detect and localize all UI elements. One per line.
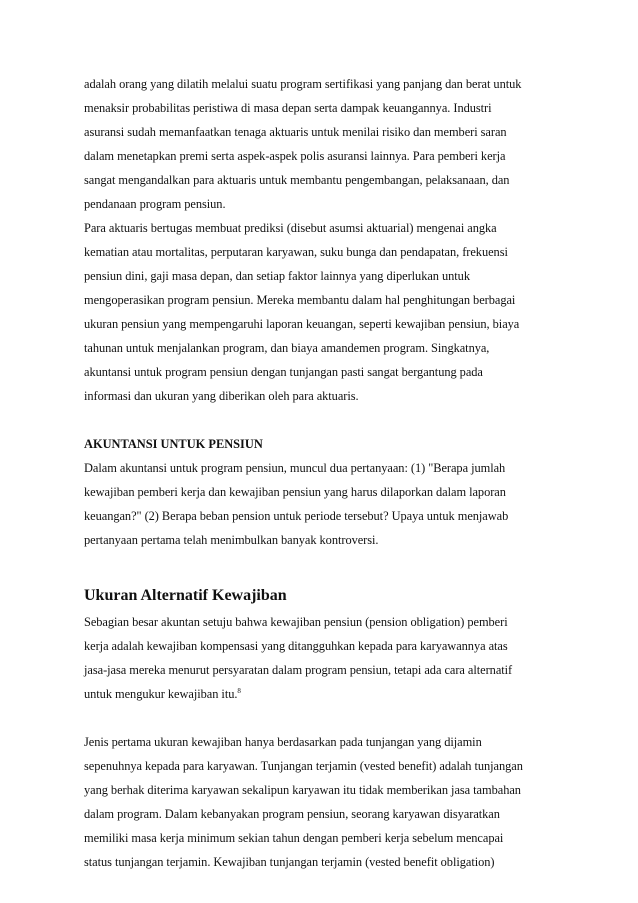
text-line: dalam program. Dalam kebanyakan program pensiun, seorang karyawan disyaratkan xyxy=(84,807,500,821)
text-line: tahunan untuk menjalankan program, dan biaya amandemen program. Singkatnya, xyxy=(84,341,490,355)
footnote-marker: 8 xyxy=(237,686,241,695)
paragraph-vested-benefits xyxy=(84,730,554,874)
text-line: kematian atau mortalitas, perputaran karyawan, suku bunga dan pendapatan, frekuensi xyxy=(84,245,508,259)
section-heading: Ukuran Alternatif Kewajiban xyxy=(84,587,287,604)
paragraph-gap xyxy=(84,706,554,730)
text-line: ukuran pensiun yang mempengaruhi laporan keuangan, seperti kewajiban pensiun, biaya xyxy=(84,317,520,331)
text-line: adalah orang yang dilatih melalui suatu program sertifikasi yang panjang dan berat untuk xyxy=(84,77,522,91)
paragraph-actuaries-intro xyxy=(84,72,554,216)
text-line: pensiun dini, gaji masa depan, dan setiap faktor lainnya yang diperlukan untuk xyxy=(84,269,470,283)
paragraph-gap xyxy=(84,552,554,576)
text-line: menaksir probabilitas peristiwa di masa depan serta dampak keuangannya. Industri xyxy=(84,101,492,115)
text-line: sepenuhnya kepada para karyawan. Tunjangan terjamin (vested benefit) adalah tunjangan xyxy=(84,759,523,773)
text-line: Para aktuaris bertugas membuat prediksi (disebut asumsi aktuarial) mengenai angka xyxy=(84,221,497,235)
section-pension-accounting xyxy=(84,432,554,552)
text-line: mengoperasikan program pensiun. Mereka membantu dalam hal penghitungan berbagai xyxy=(84,293,516,307)
text-line: dalam menetapkan premi serta aspek-aspek polis asuransi lainnya. Para pemberi kerja xyxy=(84,149,506,163)
text-line xyxy=(84,682,554,706)
text-line: Dalam akuntansi untuk program pensiun, muncul dua pertanyaan: (1) "Berapa jumlah xyxy=(84,461,506,475)
text-line-content: untuk mengukur kewajiban itu. xyxy=(84,687,238,701)
text-line: status tunjangan terjamin. Kewajiban tunjangan terjamin (vested benefit obligation) xyxy=(84,855,495,869)
paragraph-actuarial-assumptions xyxy=(84,216,554,408)
text-line: kerja adalah kewajiban kompensasi yang ditangguhkan kepada para karyawannya atas xyxy=(84,639,508,653)
text-line: Sebagian besar akuntan setuju bahwa kewajiban pensiun (pension obligation) pemberi xyxy=(84,615,508,629)
text-line: sangat mengandalkan para aktuaris untuk membantu pengembangan, pelaksanaan, dan xyxy=(84,173,510,187)
text-line: keuangan?" (2) Berapa beban pension untuk periode tersebut? Upaya untuk menjawab xyxy=(84,509,509,523)
text-line: pendanaan program pensiun. xyxy=(84,197,226,211)
text-line: informasi dan ukuran yang diberikan oleh para aktuaris. xyxy=(84,389,359,403)
document-page xyxy=(84,72,554,874)
text-line: asuransi sudah memanfaatkan tenaga aktuaris untuk menilai risiko dan memberi saran xyxy=(84,125,507,139)
section-heading: AKUNTANSI UNTUK PENSIUN xyxy=(84,437,263,451)
text-line: akuntansi untuk program pensiun dengan tunjangan pasti sangat bergantung pada xyxy=(84,365,483,379)
text-line: memiliki masa kerja minimum sekian tahun dengan pemberi kerja sebelum mencapai xyxy=(84,831,504,845)
text-line: yang berhak diterima karyawan sekalipun karyawan itu tidak memberikan jasa tambahan xyxy=(84,783,521,797)
text-line: pertanyaan pertama telah menimbulkan banyak kontroversi. xyxy=(84,533,379,547)
section-alternative-measures xyxy=(84,582,554,706)
text-line: jasa-jasa mereka menurut persyaratan dalam program pensiun, tetapi ada cara alternatif xyxy=(84,663,513,677)
text-line: kewajiban pemberi kerja dan kewajiban pensiun yang harus dilaporkan dalam laporan xyxy=(84,485,506,499)
paragraph-gap xyxy=(84,408,554,432)
text-line: Jenis pertama ukuran kewajiban hanya berdasarkan pada tunjangan yang dijamin xyxy=(84,735,482,749)
